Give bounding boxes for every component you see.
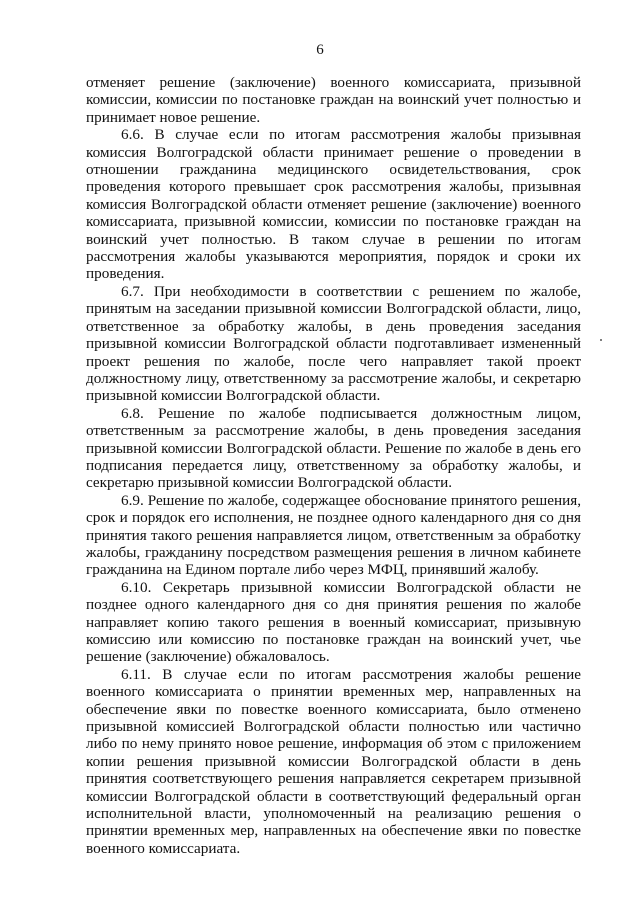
paragraph-6-10: 6.10. Секретарь призывной комиссии Волгоградской области не позднее одного календарного дня со дня принятия решения по жалобе направляет копию такого решения в военный комиссариат, призывную комиссию или комиссию по постановке граждан на воинский учет, чье решение (заключение) обжаловалось. [86, 578, 581, 666]
paragraph-6-8: 6.8. Решение по жалобе подписывается должностным лицом, ответственным за рассмотрение жалобы, в день проведения заседания призывной комиссии Волгоградской области. Решение по жалобе в день его подписания передается лицу, ответственному за обработку жалобы, и секретарю призывной комиссии Волгоградской области. [86, 404, 581, 492]
paragraph-6-9: 6.9. Решение по жалобе, содержащее обоснование принятого решения, срок и порядок его исполнения, не позднее одного календарного дня со дня принятия такого решения направляется лицом, ответственным за обработку жалобы, гражданину посредством размещения решения в личном кабинете гражданина на Едином портале либо через МФЦ, принявший жалобу. [86, 491, 581, 579]
paragraph-continuation: отменяет решение (заключение) военного комиссариата, призывной комиссии, комиссии по постановке граждан на воинский учет полностью и принимает новое решение. [86, 74, 581, 126]
paragraph-6-7: 6.7. При необходимости в соответствии с решением по жалобе, принятым на заседании призывной комиссии Волгоградской области, лицо, ответственное за обработку жалобы, в день проведения заседания призывной комиссии Волгоградской области подготавливает измененный проект решения по жалобе, после чего направляет такой проект должностному лицу, ответственному за рассмотрение жалобы, и секретарю призывной комиссии Волгоградской области. [86, 282, 581, 405]
scan-speck [600, 339, 602, 341]
document-body [86, 74, 581, 857]
paragraph-6-6: 6.6. В случае если по итогам рассмотрения жалобы призывная комиссия Волгоградской области принимает решение о проведении в отношении гражданина медицинского освидетельствования, срок проведения которого превышает срок рассмотрения жалобы, призывная комиссия Волгоградской области отменяет решение (заключение) военного комиссариата, призывной комиссии, комиссии по постановке граждан на воинский учет полностью. В таком случае в решении по итогам рассмотрения жалобы указываются мероприятия, порядок и сроки их проведения. [86, 126, 581, 283]
paragraph-6-11: 6.11. В случае если по итогам рассмотрения жалобы решение военного комиссариата о принятии временных мер, направленных на обеспечение явки по повестке военного комиссариата, было отменено призывной комиссией Волгоградской области полностью или частично либо по нему принято новое решение, информация об этом с приложением копии решения призывной комиссии Волгоградской области в день принятия соответствующего решения направляется секретарем призывной комиссии Волгоградской области в соответствующий федеральный орган исполнительной власти, уполномоченный на реализацию решения о принятии временных мер, направленных на обеспечение явки по повестке военного комиссариата. [86, 665, 581, 857]
page-number: 6 [316, 42, 324, 58]
